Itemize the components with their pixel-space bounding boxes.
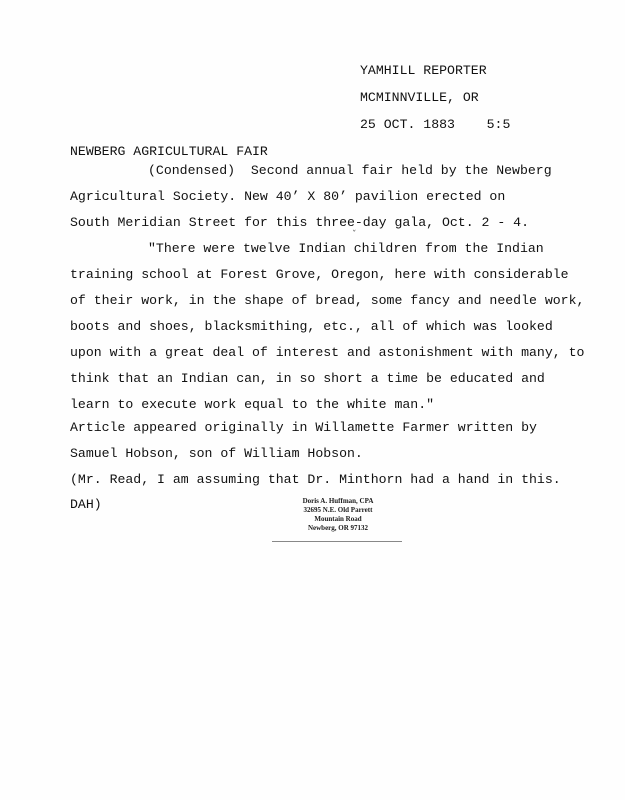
address-stamp bbox=[286, 497, 390, 533]
article-line: DAH) bbox=[70, 497, 102, 512]
article-line: of their work, in the shape of bread, some fancy and needle work, bbox=[70, 293, 585, 308]
ink-mark: ˇ bbox=[352, 230, 357, 240]
article-line: (Mr. Read, I am assuming that Dr. Minthorn had a hand in this. bbox=[70, 472, 561, 487]
article-line: South Meridian Street for this three-day gala, Oct. 2 - 4. bbox=[70, 215, 529, 230]
article-line: boots and shoes, blacksmithing, etc., all of which was looked bbox=[70, 319, 553, 334]
article-line: upon with a great deal of interest and astonishment with many, to bbox=[70, 345, 585, 360]
stamp-city-line: Newberg, OR 97132 bbox=[307, 524, 369, 532]
stamp-underline bbox=[272, 541, 402, 542]
stamp-address-line-2: Mountain Road bbox=[314, 515, 362, 523]
article-line: training school at Forest Grove, Oregon, here with considerable bbox=[70, 267, 569, 282]
article-line: Article appeared originally in Willamette Farmer written by bbox=[70, 420, 537, 435]
publication-name: YAMHILL REPORTER bbox=[360, 63, 487, 78]
stamp-name: Doris A. Huffman, CPA bbox=[302, 497, 374, 505]
article-line: Samuel Hobson, son of William Hobson. bbox=[70, 446, 363, 461]
article-line: "There were twelve Indian children from the Indian bbox=[148, 241, 544, 256]
publication-date: 25 OCT. 1883 5:5 bbox=[360, 117, 511, 132]
stamp-address-line-1: 32695 N.E. Old Parrett bbox=[303, 506, 373, 514]
article-line: think that an Indian can, in so short a time be educated and bbox=[70, 371, 545, 386]
publication-place: MCMINNVILLE, OR bbox=[360, 90, 479, 105]
article-line: Agricultural Society. New 40’ X 80’ pavilion erected on bbox=[70, 189, 506, 204]
article-line: (Condensed) Second annual fair held by the Newberg bbox=[148, 163, 552, 178]
article-title: NEWBERG AGRICULTURAL FAIR bbox=[70, 144, 268, 159]
article-line: learn to execute work equal to the white man." bbox=[70, 397, 435, 412]
